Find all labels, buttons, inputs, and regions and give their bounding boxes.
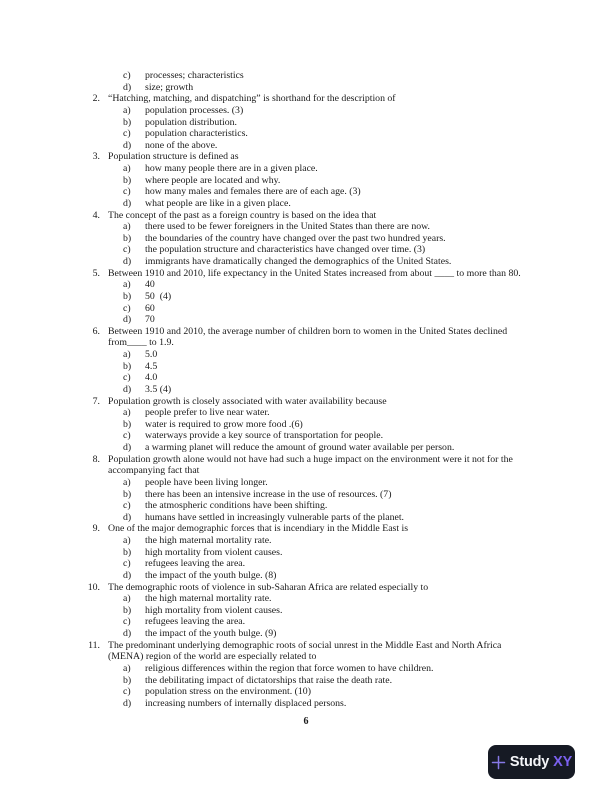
option-row bbox=[0, 628, 612, 640]
option-row bbox=[0, 70, 612, 82]
question-stem: The demographic roots of violence in sub-Saharan Africa are related especially to bbox=[108, 581, 429, 593]
option-row bbox=[0, 570, 612, 582]
option-letter: c) bbox=[123, 302, 131, 314]
question-stem-continuation: from____ to 1.9. bbox=[108, 337, 174, 349]
option-row bbox=[0, 686, 612, 698]
option-text: water is required to grow more food .(6) bbox=[145, 418, 303, 430]
option-text: refugees leaving the area. bbox=[145, 558, 246, 570]
option-text: population processes. (3) bbox=[145, 104, 244, 116]
question-stem-row bbox=[0, 93, 612, 105]
question-stem: Population growth alone would not have had such a huge impact on the environment were it not for the bbox=[108, 453, 513, 465]
option-text: a warming planet will reduce the amount of ground water available per person. bbox=[145, 442, 455, 453]
brand-name-accent: XY bbox=[553, 754, 573, 770]
option-letter: a) bbox=[123, 349, 131, 360]
option-text: 50 (4) bbox=[145, 290, 172, 302]
option-letter: c) bbox=[123, 244, 131, 256]
option-text: how many people there are in a given place. bbox=[145, 163, 318, 174]
question-stem-continuation: accompanying fact that bbox=[108, 465, 200, 477]
option-row bbox=[0, 303, 612, 315]
question-number: 2. bbox=[92, 93, 100, 105]
question-stem: The concept of the past as a foreign country is based on the idea that bbox=[108, 209, 377, 221]
option-text: population distribution. bbox=[145, 116, 237, 128]
option-letter: a) bbox=[123, 535, 131, 546]
question-stem-row bbox=[0, 396, 612, 408]
option-text: population stress on the environment. (10) bbox=[145, 686, 311, 698]
option-text: 40 bbox=[145, 279, 155, 291]
option-row bbox=[0, 616, 612, 628]
option-letter: b) bbox=[123, 674, 132, 686]
option-text: 3.5 (4) bbox=[145, 383, 172, 395]
question-stem-row bbox=[0, 326, 612, 338]
option-row bbox=[0, 128, 612, 140]
question-stem-row bbox=[0, 523, 612, 535]
option-text: increasing numbers of internally displaced persons. bbox=[145, 697, 347, 709]
option-text: there has been an intensive increase in the use of resources. (7) bbox=[145, 488, 392, 500]
option-letter: d) bbox=[123, 442, 132, 453]
option-text: 4.5 bbox=[145, 360, 158, 372]
option-letter: b) bbox=[123, 546, 132, 558]
question-stem-row bbox=[0, 454, 612, 466]
option-text: none of the above. bbox=[145, 139, 218, 151]
option-row bbox=[0, 384, 612, 396]
option-letter: a) bbox=[123, 662, 131, 674]
option-row bbox=[0, 430, 612, 442]
option-letter: d) bbox=[123, 628, 132, 639]
option-text: people prefer to live near water. bbox=[145, 407, 270, 419]
option-row bbox=[0, 279, 612, 291]
studyxy-watermark-badge bbox=[488, 745, 575, 779]
option-text: 60 bbox=[145, 302, 155, 314]
option-row bbox=[0, 477, 612, 489]
option-row bbox=[0, 605, 612, 617]
question-number: 7. bbox=[92, 395, 100, 407]
option-letter: d) bbox=[123, 197, 132, 209]
option-letter: a) bbox=[123, 279, 131, 291]
option-text: 70 bbox=[145, 314, 155, 326]
option-text: refugees leaving the area. bbox=[145, 616, 246, 628]
option-text: immigrants have dramatically changed the demographics of the United States. bbox=[145, 256, 452, 267]
question-number: 9. bbox=[92, 523, 100, 535]
option-row bbox=[0, 593, 612, 605]
option-text: the debilitating impact of dictatorships that raise the death rate. bbox=[145, 674, 393, 686]
option-row bbox=[0, 82, 612, 94]
question-stem-row bbox=[0, 582, 612, 594]
question-number: 6. bbox=[92, 325, 100, 337]
option-row bbox=[0, 500, 612, 512]
question-stem: “Hatching, matching, and dispatching” is shorthand for the description of bbox=[108, 93, 396, 105]
option-row bbox=[0, 233, 612, 245]
option-row bbox=[0, 512, 612, 524]
option-row bbox=[0, 535, 612, 547]
option-row bbox=[0, 256, 612, 268]
option-letter: d) bbox=[123, 383, 132, 395]
option-row bbox=[0, 198, 612, 210]
option-text: high mortality from violent causes. bbox=[145, 546, 283, 558]
option-letter: c) bbox=[123, 558, 131, 570]
option-row bbox=[0, 314, 612, 326]
option-text: processes; characteristics bbox=[145, 70, 244, 81]
option-text: 5.0 bbox=[145, 349, 158, 360]
option-letter: d) bbox=[123, 81, 132, 93]
option-letter: d) bbox=[123, 139, 132, 151]
option-text: the high maternal mortality rate. bbox=[145, 593, 272, 605]
option-text: where people are located and why. bbox=[145, 174, 281, 186]
option-row bbox=[0, 372, 612, 384]
option-text: the atmospheric conditions have been shifting. bbox=[145, 500, 328, 512]
plus-icon bbox=[491, 755, 506, 770]
option-letter: c) bbox=[123, 70, 131, 81]
option-row bbox=[0, 489, 612, 501]
option-text: the high maternal mortality rate. bbox=[145, 535, 272, 546]
option-row bbox=[0, 186, 612, 198]
option-text: size; growth bbox=[145, 81, 194, 93]
question-number: 5. bbox=[92, 267, 100, 279]
option-letter: b) bbox=[123, 232, 132, 244]
option-text: humans have settled in increasingly vulnerable parts of the planet. bbox=[145, 511, 404, 523]
option-row bbox=[0, 558, 612, 570]
option-letter: b) bbox=[123, 418, 132, 430]
option-row bbox=[0, 675, 612, 687]
option-row bbox=[0, 105, 612, 117]
option-letter: d) bbox=[123, 256, 132, 267]
option-row bbox=[0, 547, 612, 559]
option-letter: b) bbox=[123, 360, 132, 372]
option-row bbox=[0, 291, 612, 303]
option-row bbox=[0, 407, 612, 419]
option-text: how many males and females there are of each age. (3) bbox=[145, 186, 361, 198]
question-list bbox=[0, 70, 612, 709]
option-text: the impact of the youth bulge. (8) bbox=[145, 569, 277, 581]
option-text: the boundaries of the country have changed over the past two hundred years. bbox=[145, 232, 446, 244]
option-letter: a) bbox=[123, 163, 131, 174]
option-letter: c) bbox=[123, 186, 131, 198]
option-row bbox=[0, 698, 612, 710]
option-row bbox=[0, 140, 612, 152]
option-letter: b) bbox=[123, 604, 132, 616]
question-stem: Population structure is defined as bbox=[108, 151, 239, 163]
option-text: high mortality from violent causes. bbox=[145, 604, 283, 616]
option-letter: a) bbox=[123, 476, 131, 488]
option-letter: d) bbox=[123, 569, 132, 581]
page-number: 6 bbox=[303, 716, 309, 727]
option-text: people have been living longer. bbox=[145, 476, 268, 488]
option-letter: c) bbox=[123, 686, 131, 698]
option-row bbox=[0, 361, 612, 373]
option-letter: b) bbox=[123, 174, 132, 186]
option-row bbox=[0, 244, 612, 256]
option-letter: c) bbox=[123, 430, 131, 442]
option-letter: b) bbox=[123, 290, 132, 302]
option-text: waterways provide a key source of transportation for people. bbox=[145, 430, 384, 442]
question-stem: Between 1910 and 2010, the average number of children born to women in the United States declined bbox=[108, 325, 508, 337]
option-letter: c) bbox=[123, 128, 131, 140]
question-stem-row bbox=[0, 151, 612, 163]
question-stem-row bbox=[0, 640, 612, 652]
option-letter: a) bbox=[123, 104, 131, 116]
question-stem: Population growth is closely associated with water availability because bbox=[108, 395, 387, 407]
option-row bbox=[0, 117, 612, 129]
question-stem: One of the major demographic forces that is incendiary in the Middle East is bbox=[108, 523, 409, 535]
option-text: what people are like in a given place. bbox=[145, 197, 291, 209]
option-text: population characteristics. bbox=[145, 128, 248, 140]
option-letter: c) bbox=[123, 372, 131, 384]
question-stem-row bbox=[0, 210, 612, 222]
question-stem-continuation: (MENA) region of the world are especially related to bbox=[108, 651, 317, 663]
option-text: religious differences within the region that force women to have children. bbox=[145, 662, 434, 674]
option-row bbox=[0, 419, 612, 431]
option-letter: b) bbox=[123, 116, 132, 128]
option-letter: d) bbox=[123, 697, 132, 709]
option-row bbox=[0, 663, 612, 675]
question-number: 8. bbox=[92, 453, 100, 465]
option-text: the impact of the youth bulge. (9) bbox=[145, 628, 277, 639]
option-row bbox=[0, 442, 612, 454]
option-letter: a) bbox=[123, 407, 131, 419]
option-letter: d) bbox=[123, 511, 132, 523]
option-text: the population structure and characteristics have changed over time. (3) bbox=[145, 244, 426, 256]
question-stem-row bbox=[0, 268, 612, 280]
question-number: 3. bbox=[92, 151, 100, 163]
option-text: 4.0 bbox=[145, 372, 158, 384]
option-row bbox=[0, 163, 612, 175]
question-stem: The predominant underlying demographic roots of social unrest in the Middle East and North Africa bbox=[108, 639, 502, 651]
option-row bbox=[0, 221, 612, 233]
option-letter: a) bbox=[123, 593, 131, 605]
option-letter: c) bbox=[123, 616, 131, 628]
brand-name-primary: Study bbox=[509, 754, 550, 770]
question-number: 11. bbox=[88, 639, 100, 651]
option-letter: b) bbox=[123, 488, 132, 500]
question-number: 4. bbox=[92, 209, 100, 221]
option-letter: a) bbox=[123, 221, 131, 233]
option-row bbox=[0, 175, 612, 187]
option-text: there used to be fewer foreigners in the United States than there are now. bbox=[145, 221, 430, 233]
option-letter: c) bbox=[123, 500, 131, 512]
question-stem: Between 1910 and 2010, life expectancy in the United States increased from about ____ to more than 80. bbox=[108, 267, 521, 279]
option-letter: d) bbox=[123, 314, 132, 326]
option-row bbox=[0, 349, 612, 361]
question-number: 10. bbox=[87, 581, 100, 593]
